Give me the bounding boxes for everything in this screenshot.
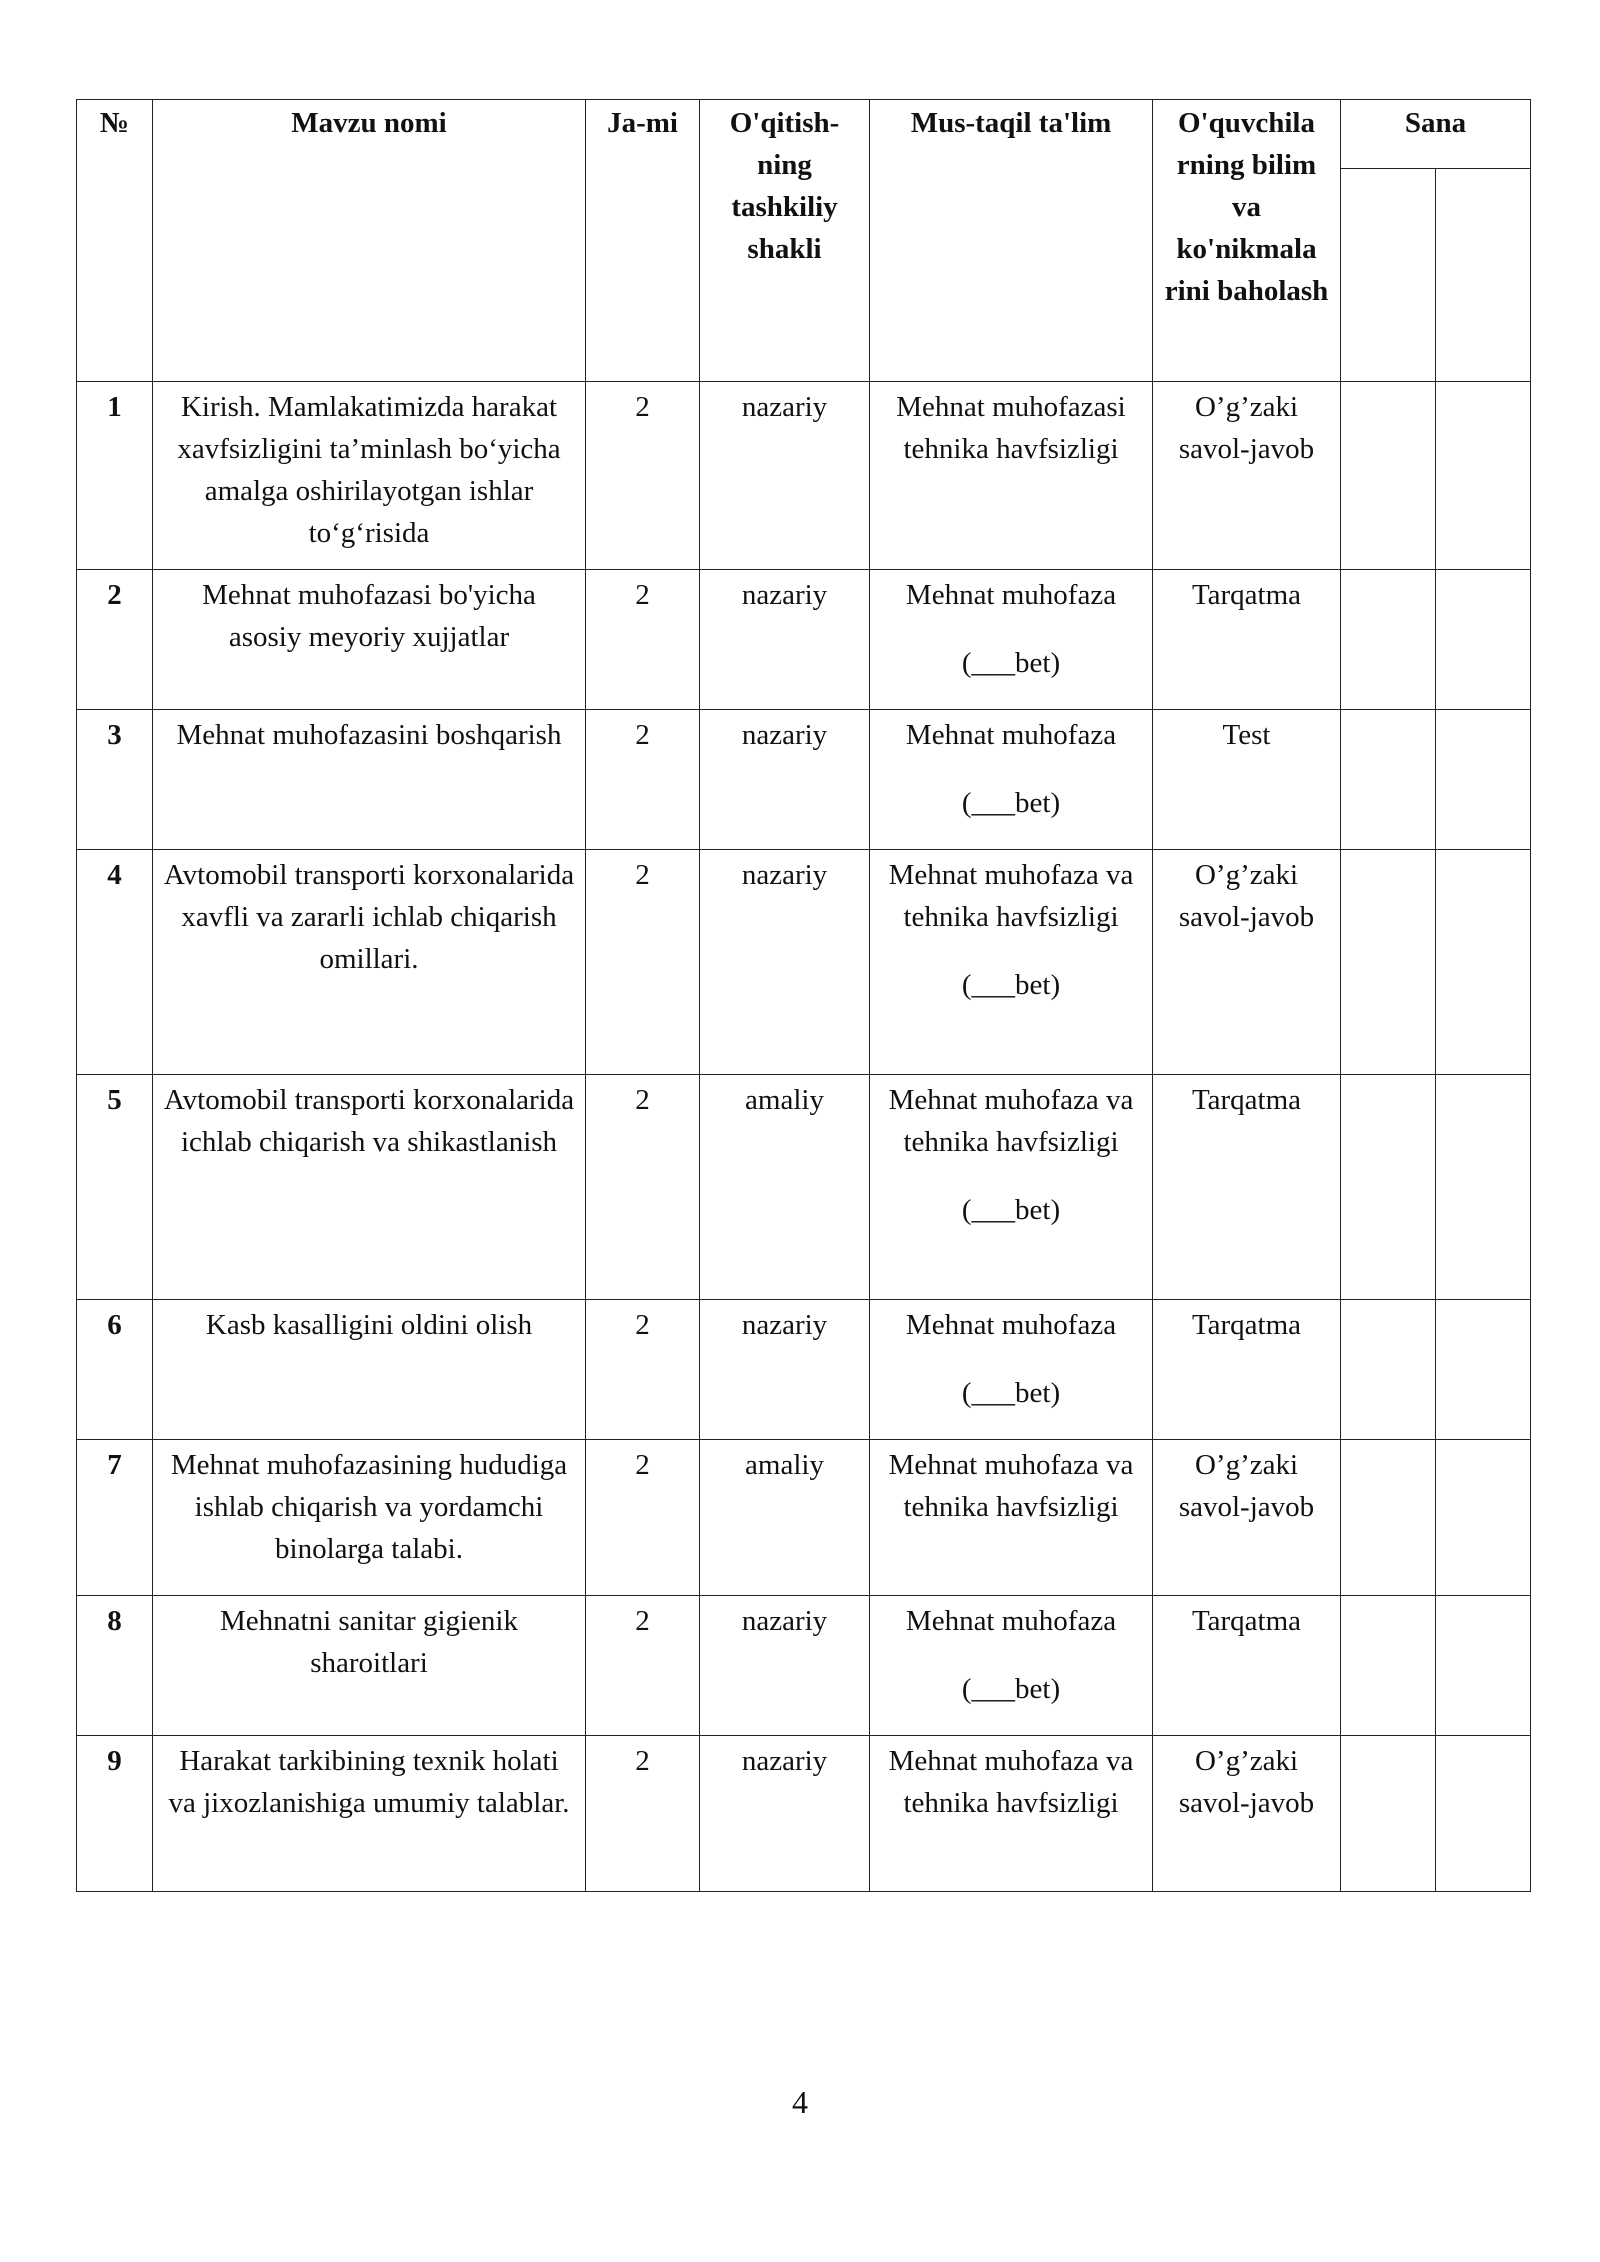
row-number: 6 bbox=[77, 1300, 153, 1440]
row-topic: Mehnatni sanitar gigienik sharoitlari bbox=[153, 1596, 586, 1736]
table-row bbox=[77, 1300, 1531, 1440]
row-form: nazariy bbox=[700, 1300, 870, 1440]
row-total: 2 bbox=[586, 850, 700, 1075]
header-total: Ja-mi bbox=[586, 100, 700, 382]
lesson-plan-table bbox=[76, 99, 1531, 1892]
row-assessment: Tarqatma bbox=[1153, 1300, 1341, 1440]
row-assessment: O’g’zaki savol-javob bbox=[1153, 1440, 1341, 1596]
row-date-1 bbox=[1341, 850, 1436, 1075]
page-reference: (___bet) bbox=[961, 1377, 1061, 1410]
header-self-study: Mus-taqil ta'lim bbox=[870, 100, 1153, 382]
row-topic: Mehnat muhofazasini boshqarish bbox=[153, 710, 586, 850]
table-row bbox=[77, 1596, 1531, 1736]
row-self-study bbox=[870, 710, 1153, 850]
table-row bbox=[77, 850, 1531, 1075]
row-number: 5 bbox=[77, 1075, 153, 1300]
row-date-1 bbox=[1341, 382, 1436, 570]
spacer bbox=[880, 938, 1142, 964]
row-form: amaliy bbox=[700, 1075, 870, 1300]
row-self-study bbox=[870, 1596, 1153, 1736]
row-total: 2 bbox=[586, 570, 700, 710]
table-row bbox=[77, 710, 1531, 850]
row-date-1 bbox=[1341, 1300, 1436, 1440]
row-self-study bbox=[870, 850, 1153, 1075]
table-header-row bbox=[77, 100, 1531, 169]
row-assessment: O’g’zaki savol-javob bbox=[1153, 382, 1341, 570]
row-topic: Avtomobil transporti korxonalarida xavfli va zararli ichlab chiqarish omillari. bbox=[153, 850, 586, 1075]
row-number: 7 bbox=[77, 1440, 153, 1596]
row-total: 2 bbox=[586, 1736, 700, 1892]
row-topic: Harakat tarkibining texnik holati va jixozlanishiga umumiy talablar. bbox=[153, 1736, 586, 1892]
row-form: nazariy bbox=[700, 382, 870, 570]
self-study-text: Mehnat muhofaza bbox=[905, 579, 1117, 611]
table-body bbox=[77, 382, 1531, 1892]
row-assessment: O’g’zaki savol-javob bbox=[1153, 1736, 1341, 1892]
row-total: 2 bbox=[586, 1300, 700, 1440]
header-date: Sana bbox=[1341, 100, 1531, 169]
row-assessment: Tarqatma bbox=[1153, 1596, 1341, 1736]
row-date-2 bbox=[1436, 570, 1531, 710]
self-study-text: Mehnat muhofazasi tehnika havfsizligi bbox=[896, 391, 1126, 466]
row-number: 4 bbox=[77, 850, 153, 1075]
self-study-text: Mehnat muhofaza bbox=[905, 1309, 1117, 1341]
spacer bbox=[880, 1163, 1142, 1189]
table-row bbox=[77, 570, 1531, 710]
row-date-2 bbox=[1436, 1300, 1531, 1440]
table-row bbox=[77, 382, 1531, 570]
page-reference: (___bet) bbox=[961, 787, 1061, 820]
row-date-1 bbox=[1341, 570, 1436, 710]
row-date-2 bbox=[1436, 1736, 1531, 1892]
spacer bbox=[880, 1642, 1142, 1668]
header-date-sub-2 bbox=[1436, 169, 1531, 382]
spacer bbox=[880, 616, 1142, 642]
row-form: nazariy bbox=[700, 1596, 870, 1736]
row-form: nazariy bbox=[700, 710, 870, 850]
row-self-study bbox=[870, 1736, 1153, 1892]
row-date-2 bbox=[1436, 382, 1531, 570]
row-form: amaliy bbox=[700, 1440, 870, 1596]
header-assessment: O'quvchila rning bilim va ko'nikmala rini baholash bbox=[1153, 100, 1341, 382]
table-row bbox=[77, 1440, 1531, 1596]
row-date-2 bbox=[1436, 710, 1531, 850]
row-form: nazariy bbox=[700, 1736, 870, 1892]
row-self-study bbox=[870, 1440, 1153, 1596]
row-number: 2 bbox=[77, 570, 153, 710]
row-assessment: Tarqatma bbox=[1153, 570, 1341, 710]
row-assessment: Test bbox=[1153, 710, 1341, 850]
row-self-study bbox=[870, 1075, 1153, 1300]
page-reference: (___bet) bbox=[961, 1194, 1061, 1227]
page-number: 4 bbox=[792, 2084, 808, 2120]
row-form: nazariy bbox=[700, 850, 870, 1075]
self-study-text: Mehnat muhofaza bbox=[905, 1605, 1117, 1637]
row-topic: Avtomobil transporti korxonalarida ichlab chiqarish va shikastlanish bbox=[153, 1075, 586, 1300]
header-topic: Mavzu nomi bbox=[153, 100, 586, 382]
row-date-1 bbox=[1341, 1596, 1436, 1736]
row-date-2 bbox=[1436, 1075, 1531, 1300]
row-self-study bbox=[870, 382, 1153, 570]
row-date-1 bbox=[1341, 1736, 1436, 1892]
row-topic: Mehnat muhofazasining hududiga ishlab chiqarish va yordamchi binolarga talabi. bbox=[153, 1440, 586, 1596]
row-topic: Kirish. Mamlakatimizda harakat xavfsizligini ta’minlash bo‘yicha amalga oshirilayotgan ishlar to‘g‘risida bbox=[153, 382, 586, 570]
row-number: 3 bbox=[77, 710, 153, 850]
self-study-text: Mehnat muhofaza va tehnika havfsizligi bbox=[888, 1745, 1134, 1820]
self-study-text: Mehnat muhofaza va tehnika havfsizligi bbox=[888, 859, 1134, 934]
page-reference: (___bet) bbox=[961, 1673, 1061, 1706]
page-reference: (___bet) bbox=[961, 647, 1061, 680]
row-form: nazariy bbox=[700, 570, 870, 710]
table-row bbox=[77, 1075, 1531, 1300]
header-date-sub-1 bbox=[1341, 169, 1436, 382]
row-total: 2 bbox=[586, 710, 700, 850]
row-number: 1 bbox=[77, 382, 153, 570]
row-self-study bbox=[870, 570, 1153, 710]
row-date-1 bbox=[1341, 1440, 1436, 1596]
spacer bbox=[880, 756, 1142, 782]
self-study-text: Mehnat muhofaza va tehnika havfsizligi bbox=[888, 1084, 1134, 1159]
row-number: 9 bbox=[77, 1736, 153, 1892]
row-date-2 bbox=[1436, 1596, 1531, 1736]
self-study-text: Mehnat muhofaza bbox=[905, 719, 1117, 751]
row-assessment: O’g’zaki savol-javob bbox=[1153, 850, 1341, 1075]
row-date-2 bbox=[1436, 1440, 1531, 1596]
row-total: 2 bbox=[586, 1596, 700, 1736]
self-study-text: Mehnat muhofaza va tehnika havfsizligi bbox=[888, 1449, 1134, 1524]
table-row bbox=[77, 1736, 1531, 1892]
row-assessment: Tarqatma bbox=[1153, 1075, 1341, 1300]
row-date-2 bbox=[1436, 850, 1531, 1075]
page-reference: (___bet) bbox=[961, 969, 1061, 1002]
row-date-1 bbox=[1341, 1075, 1436, 1300]
row-topic: Mehnat muhofazasi bo'yicha asosiy meyoriy xujjatlar bbox=[153, 570, 586, 710]
spacer bbox=[880, 1346, 1142, 1372]
row-self-study bbox=[870, 1300, 1153, 1440]
row-total: 2 bbox=[586, 1440, 700, 1596]
row-total: 2 bbox=[586, 382, 700, 570]
row-topic: Kasb kasalligini oldini olish bbox=[153, 1300, 586, 1440]
row-number: 8 bbox=[77, 1596, 153, 1736]
row-date-1 bbox=[1341, 710, 1436, 850]
row-total: 2 bbox=[586, 1075, 700, 1300]
header-form: O'qitish-ning tashkiliy shakli bbox=[700, 100, 870, 382]
header-num: № bbox=[77, 100, 153, 382]
